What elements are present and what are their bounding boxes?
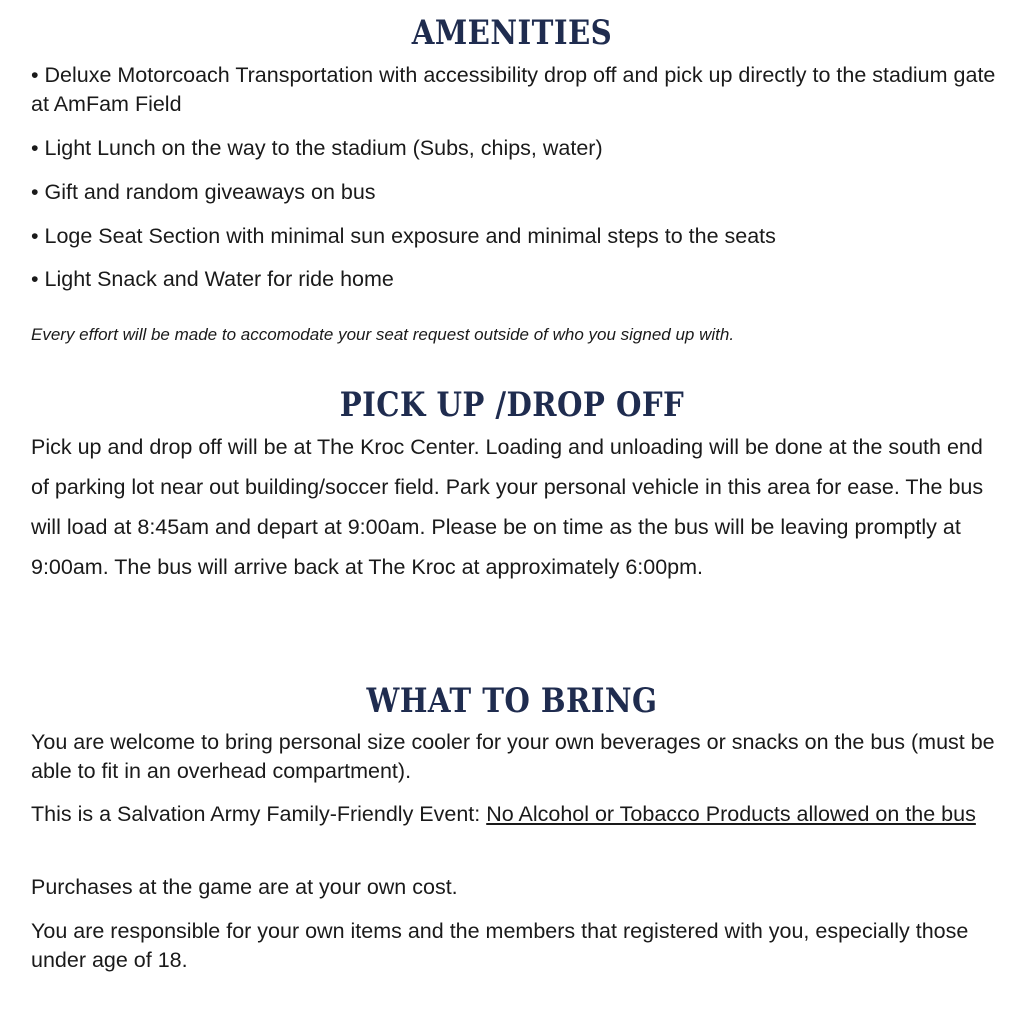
- amenity-item-transport: • Deluxe Motorcoach Transportation with accessibility drop off and pick up directly to the stadium gate at AmFam Field: [31, 63, 996, 116]
- no-alcohol-tobacco-notice: No Alcohol or Tobacco Products allowed on the bus: [486, 802, 976, 826]
- purchases-paragraph: Purchases at the game are at your own cost.: [31, 875, 458, 899]
- amenity-item-giveaways: • Gift and random giveaways on bus: [31, 180, 376, 204]
- family-friendly-lead: This is a Salvation Army Family-Friendly Event:: [31, 802, 487, 826]
- pickup-paragraph: Pick up and drop off will be at The Kroc Center. Loading and unloading will be done at the south end of parking lot near out building/soccer field. Park your personal vehicle in this area for ease. The bus will load at 8:45am and depart at 9:00am. Please be on time as the bus will be leaving promptly at 9:00am. The bus will arrive back at The Kroc at approximately 6:00pm.: [31, 435, 984, 579]
- amenity-item-lunch: • Light Lunch on the way to the stadium (Subs, chips, water): [31, 136, 603, 160]
- what-to-bring-heading: WHAT TO BRING: [366, 681, 658, 721]
- responsibility-paragraph: You are responsible for your own items and the members that registered with you, especially those under age of 18.: [31, 919, 969, 972]
- amenities-heading: AMENITIES: [411, 13, 613, 53]
- amenity-item-seating: • Loge Seat Section with minimal sun exposure and minimal steps to the seats: [31, 224, 776, 248]
- family-friendly-paragraph: [31, 800, 1006, 829]
- cooler-paragraph: You are welcome to bring personal size cooler for your own beverages or snacks on the bus (must be able to fit in an overhead compartment).: [31, 730, 995, 783]
- amenity-item-snack: • Light Snack and Water for ride home: [31, 267, 394, 291]
- seat-request-note: Every effort will be made to accomodate your seat request outside of who you signed up with.: [31, 325, 735, 344]
- pickup-heading: PICK UP /DROP OFF: [339, 385, 685, 425]
